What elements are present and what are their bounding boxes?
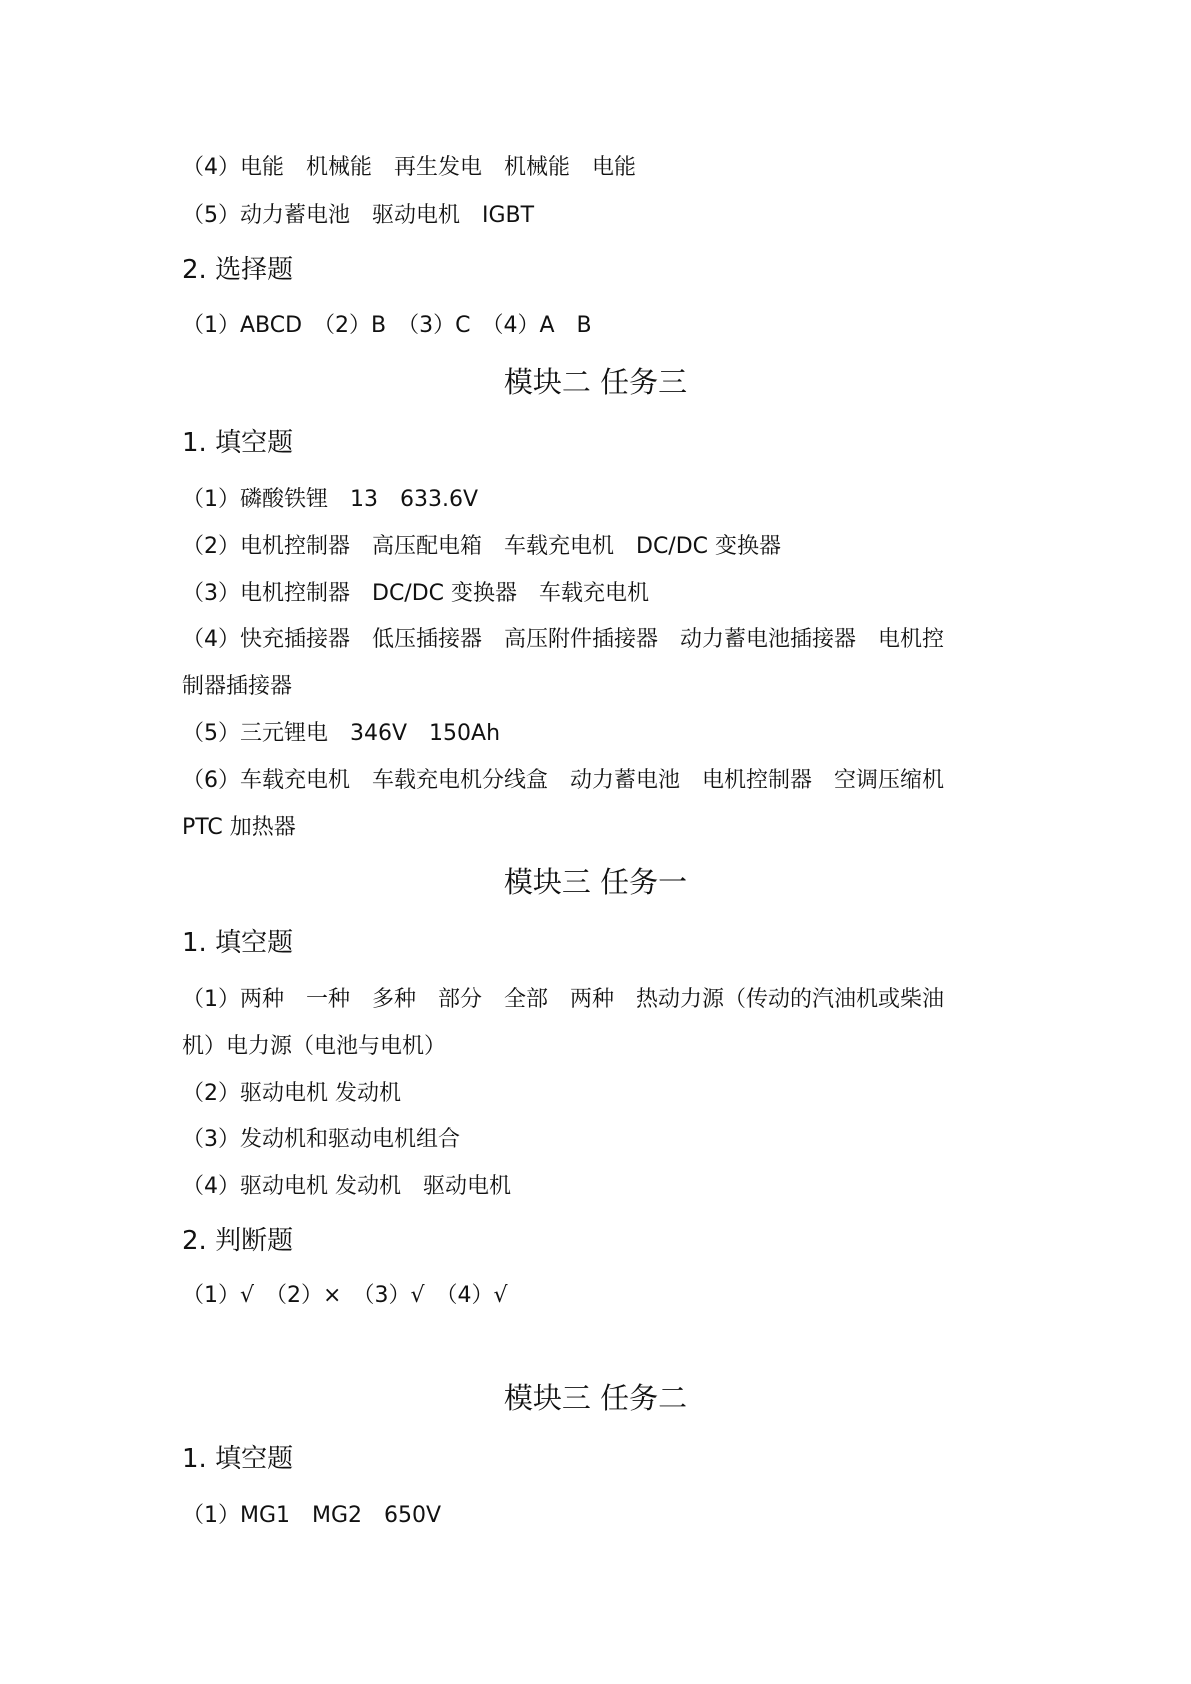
answer-line-continued: 机）电力源（电池与电机）: [182, 1034, 447, 1059]
answer-line: （2）驱动电机 发动机: [182, 1081, 401, 1106]
answer-line: （4）驱动电机 发动机 驱动电机: [182, 1174, 511, 1199]
answer-line-continued: 制器插接器: [182, 674, 293, 699]
answer-line-continued: PTC 加热器: [182, 815, 296, 840]
section-heading: 2. 选择题: [182, 255, 294, 285]
module-title: 模块三 任务二: [503, 1381, 688, 1415]
answer-line: （3）发动机和驱动电机组合: [182, 1127, 460, 1152]
answer-line: （1）磷酸铁锂 13 633.6V: [182, 487, 479, 512]
answer-line: （4）快充插接器 低压插接器 高压附件插接器 动力蓄电池插接器 电机控: [182, 627, 944, 652]
section-heading: 1. 填空题: [182, 928, 294, 958]
answer-line: （5）三元锂电 346V 150Ah: [182, 721, 501, 746]
section-heading: 2. 判断题: [182, 1226, 294, 1256]
answer-line: （5）动力蓄电池 驱动电机 IGBT: [182, 203, 535, 228]
module-title: 模块三 任务一: [503, 865, 688, 899]
module-title: 模块二 任务三: [503, 365, 688, 399]
answer-line: （4）电能 机械能 再生发电 机械能 电能: [182, 155, 636, 180]
answer-line: （1）两种 一种 多种 部分 全部 两种 热动力源（传动的汽油机或柴油: [182, 987, 944, 1012]
answer-line: （1）MG1 MG2 650V: [182, 1503, 442, 1528]
answer-line: （6）车载充电机 车载充电机分线盒 动力蓄电池 电机控制器 空调压缩机: [182, 768, 944, 793]
section-heading: 1. 填空题: [182, 1444, 294, 1474]
answer-line: （2）电机控制器 高压配电箱 车载充电机 DC/DC 变换器: [182, 534, 782, 559]
answer-line: （1）ABCD （2）B （3）C （4）A B: [182, 313, 592, 338]
answer-line: （1）√ （2）× （3）√ （4）√: [182, 1283, 508, 1308]
answer-line: （3）电机控制器 DC/DC 变换器 车载充电机: [182, 581, 650, 606]
section-heading: 1. 填空题: [182, 428, 294, 458]
